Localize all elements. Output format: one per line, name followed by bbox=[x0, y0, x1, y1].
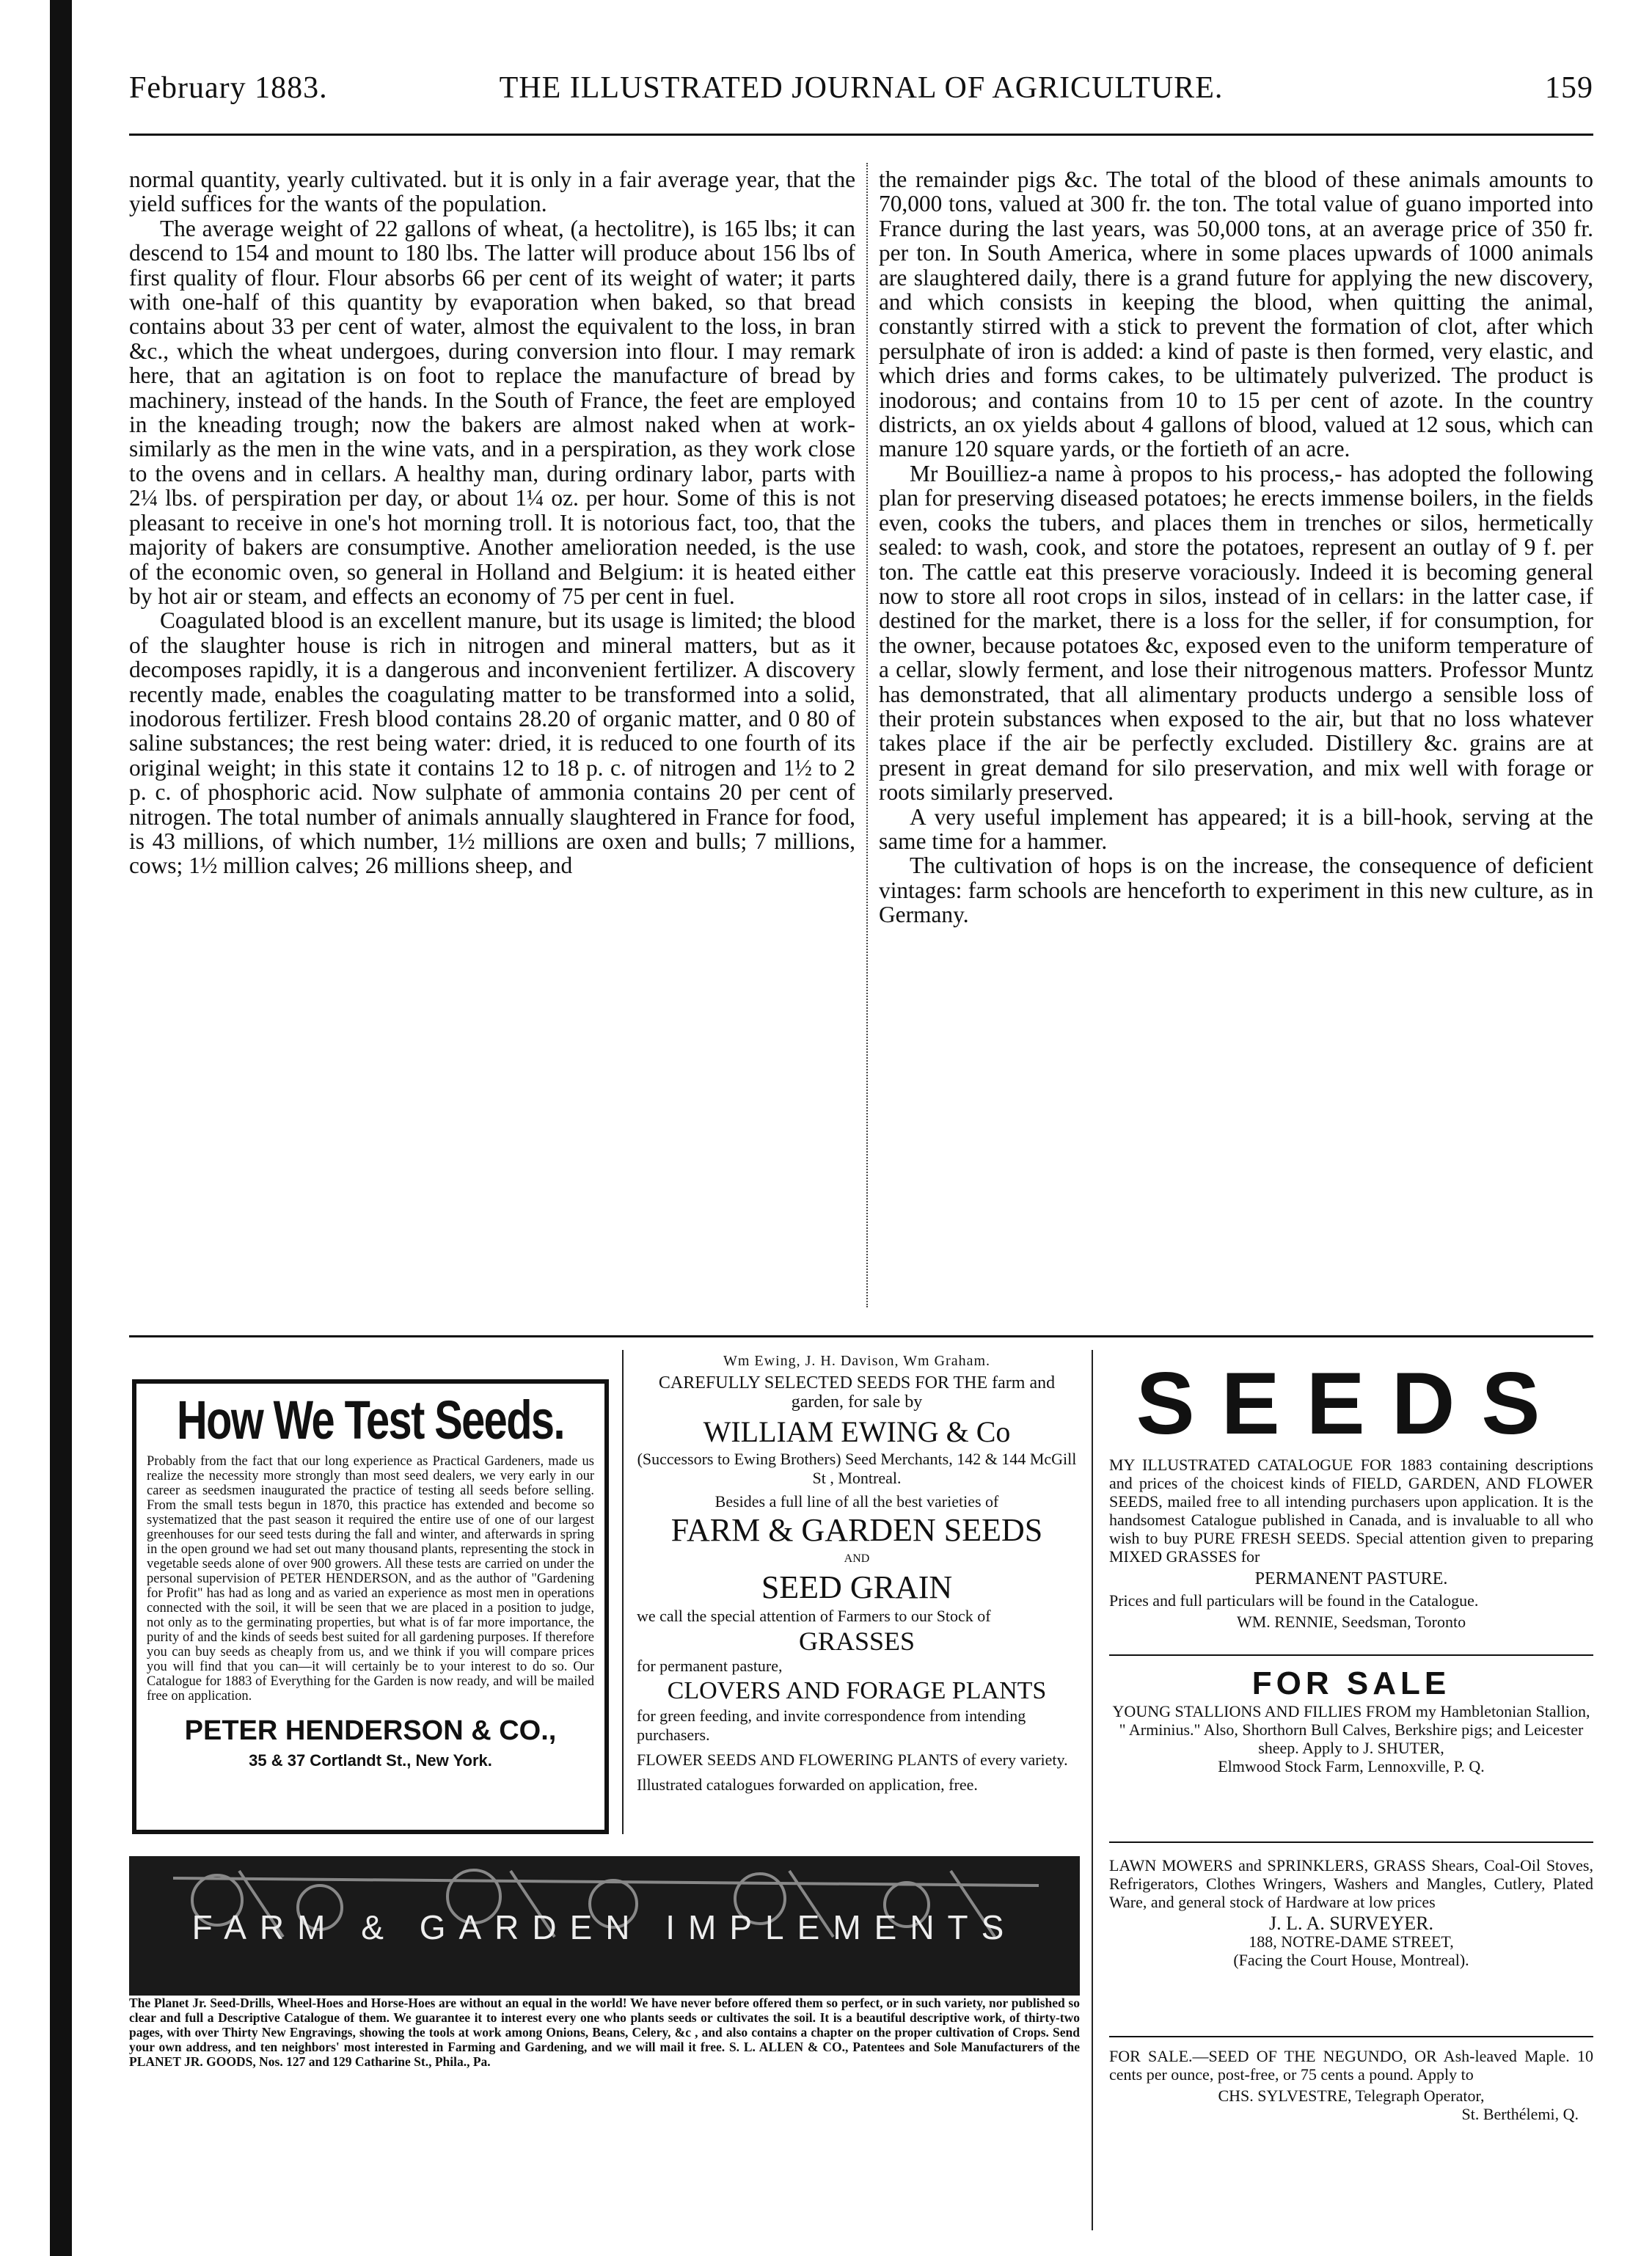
ad-body: YOUNG STALLIONS AND FILLIES FROM my Hambletonian Stallion, " Arminius." Also, Shorthorn Bull Calves, Berkshire pigs; and Leicester sheep. Apply to J. SHUTER, bbox=[1112, 1702, 1590, 1757]
banner-title: FARM & GARDEN IMPLEMENTS bbox=[191, 1908, 1017, 1946]
paragraph: normal quantity, yearly cultivated. but it is only in a fair average year, that the yield suffices for the wants of the population. bbox=[129, 167, 855, 217]
ad-name: CHS. SYLVESTRE, Telegraph Operator, bbox=[1218, 2087, 1485, 2105]
ad-sylvestre bbox=[1109, 2047, 1593, 2123]
ad-successors: (Successors to Ewing Brothers) Seed Merchants, 142 & 144 McGill St , Montreal. bbox=[637, 1450, 1077, 1487]
paragraph: the remainder pigs &c. The total of the blood of these animals amounts to 70,000 tons, valued at 300 fr. the ton. The total value of guano imported into France during the last years, was 50,000 tons, at an average price of 350 fr. per ton. In South America, where in some places upwards of 1000 animals are slaughtered daily, there is a grand future for applying the new discovery, and which consists in keeping the blood, when quitting the animal, constantly stirred with a stick to prevent the formation of clot, after which persulphate of iron is added: a kind of paste is then formed, very elastic, and which dries and forms cakes, to be ultimately pulverized. The product is inodorous; and contains from 10 to 15 per cent of azote. In the country districts, an ox yields about 4 gallons of blood, valued at 12 sous, which can manure 120 square yards, or the fortieth of an acre. bbox=[879, 167, 1593, 462]
ad-we-call: we call the special attention of Farmers to our Stock of bbox=[637, 1607, 991, 1625]
ad-rule bbox=[1109, 1841, 1593, 1843]
column-divider bbox=[866, 163, 869, 1307]
paragraph: The cultivation of hops is on the increase, the consequence of deficient vintages: farm schools are henceforth to experiment in this new culture, as in Germany. bbox=[879, 853, 1593, 928]
ad-title: SEEDS bbox=[1136, 1354, 1567, 1453]
ad-street: 188, NOTRE-DAME STREET, bbox=[1249, 1932, 1454, 1951]
ad-intro: CAREFULLY SELECTED SEEDS FOR THE farm and garden, for sale by bbox=[658, 1373, 1056, 1412]
ad-divider bbox=[622, 1350, 625, 1834]
ad-company-name: PETER HENDERSON & CO., bbox=[184, 1715, 557, 1746]
header-rule bbox=[129, 134, 1593, 136]
paragraph: The average weight of 22 gallons of wheat, (a hectolitre), is 165 lbs; it can descend to 154 and mount to 180 lbs. The latter will produce about 156 lbs of first quality of flour. Flour absorbs 66 per cent of its weight of water; it parts with one-half of this quantity by evaporation when baked, so that bread contains about 33 per cent of water, almost the equivalent to the loss, in bran &c., which the wheat undergoes, during conversion into flour. I may remark here, that an agitation is on foot to replace the manufacture of bread by machinery, instead of the hands. In the South of France, the feet are employed in the kneading trough; now the bakers are almost naked when at work- similarly as the men in the wine vats, and in a perspiration, as they work close to the ovens and in cellars. A healthy man, during ordinary labor, parts with 2¼ lbs. of perspiration per day, or about 1¼ oz. per hour. Some of this is not pleasant to receive in one's hot morning troll. It is notorious fact, too, that the majority of bakers are consumptive. Another amelioration needed, is the use of the economic oven, so general in Holland and Belgium: it is heated either by hot air or steam, and effects an economy of 75 per cent in fuel. bbox=[129, 215, 855, 609]
ad-place: St. Berthélemi, Q. bbox=[1461, 2105, 1579, 2123]
ad-besides: Besides a full line of all the best varieties of bbox=[714, 1492, 999, 1511]
page-number: 159 bbox=[1545, 71, 1593, 105]
ad-and: AND bbox=[844, 1552, 870, 1565]
ads-rule bbox=[129, 1335, 1593, 1337]
journal-title: THE ILLUSTRATED JOURNAL OF AGRICULTURE. bbox=[499, 71, 1224, 105]
ad-clovers: CLOVERS AND FORAGE PLANTS bbox=[667, 1677, 1047, 1704]
ad-ewing bbox=[637, 1351, 1077, 1795]
left-column bbox=[129, 167, 855, 878]
ad-allen-text: The Planet Jr. Seed-Drills, Wheel-Hoes and Horse-Hoes are without an equal in the world! We have never before offered them so perfect, or in such variety, nor published so clear and full a Descriptive Catalogue of them. We guarantee it to interest every one who plants seeds or cultivates the soil. It is a beautiful descriptive work, of thirty-two pages, with over Thirty New Engravings, showing the tools at work among Onions, Beans, Celery, &c , and also contains a chapter on the proper cultivation of Crops. Send your own address, and ten neighbors' most interested in Farming and Gardening, and we will mail it free. S. L. ALLEN & CO., Patentees and Sole Manufacturers of the PLANET JR. GOODS, Nos. 127 and 129 Catharine St., Phila., Pa. bbox=[129, 1996, 1080, 2069]
ad-rennie bbox=[1109, 1356, 1593, 1631]
ad-green: for green feeding, and invite correspondence from intending purchasers. bbox=[637, 1706, 1026, 1744]
ad-divider bbox=[1092, 1350, 1094, 2230]
ad-farm: Elmwood Stock Farm, Lennoxville, P. Q. bbox=[1218, 1757, 1485, 1775]
ad-pasture: PERMANENT PASTURE. bbox=[1254, 1569, 1448, 1588]
ad-rule bbox=[1109, 2036, 1593, 2037]
ad-shuter bbox=[1109, 1665, 1593, 1775]
ad-body: LAWN MOWERS and SPRINKLERS, GRASS Shears, Coal-Oil Stoves, Refrigerators, Clothes Wringers, Washers and Mangles, Cutlery, Plated Ware, and general stock of Hardware at low prices bbox=[1109, 1856, 1593, 1911]
ad-prices: Prices and full particulars will be found in the Catalogue. bbox=[1109, 1591, 1479, 1610]
ad-location: (Facing the Court House, Montreal). bbox=[1233, 1951, 1469, 1969]
ad-grasses: GRASSES bbox=[798, 1627, 915, 1656]
ad-body: MY ILLUSTRATED CATALOGUE FOR 1883 containing descriptions and prices of the choicest kinds of FIELD, GARDEN, AND FLOWER SEEDS, mailed free to all intending purchasers upon application. It is the handsomest Catalogue published in Canada, and is invaluable to all who wish to buy PURE FRESH SEEDS. Special attention given to preparing MIXED GRASSES for bbox=[1109, 1456, 1593, 1566]
paragraph: A very useful implement has appeared; it is a bill-hook, serving at the same time for a hammer. bbox=[879, 803, 1593, 854]
paragraph: Mr Bouilliez-a name à propos to his process,- has adopted the following plan for preserving diseased potatoes; he erects immense boilers, in the fields even, cooks the tubers, and places them in trenches or silos, hermetically sealed: to wash, cook, and store the potatoes, represent an outlay of 9 f. per ton. The cattle eat this preserve voraciously. Indeed it is becoming general now to store all root crops in silos, instead of in cellars: in the latter case, if destined for the market, there is a loss for the seller, if for consumption, for the owner, because potatoes &c, exposed even to the uniform temperature of a cellar, slowly ferment, and lose their nitrogenous matters. Professor Muntz has demonstrated, that all alimentary products undergo a sensible loss of their protein substances when exposed to the air, but that no loss whatever takes place if the air be perfectly excluded. Distillery &c. grains are at present in great demand for silo preservation, and mix well with forage or roots similarly preserved. bbox=[879, 460, 1593, 806]
binding-edge bbox=[50, 0, 72, 2256]
ad-rule bbox=[1109, 1654, 1593, 1656]
ad-henderson bbox=[132, 1379, 609, 1834]
ad-signature: WM. RENNIE, Seedsman, Toronto bbox=[1236, 1613, 1466, 1631]
ad-surveyer bbox=[1109, 1856, 1593, 1969]
right-column bbox=[879, 167, 1593, 927]
ad-catalogues: Illustrated catalogues forwarded on application, free. bbox=[637, 1775, 978, 1794]
ad-body: Probably from the fact that our long experience as Practical Gardeners, made us realize the necessity more strongly than most seed dealers, we very early in our career as seedsmen inaugurated the practice of testing all seeds before selling. From the small tests begun in 1870, this practice has extended and become so systematized that the past season it required the entire use of one of our largest greenhouses for our seed tests during the fall and winter, and afterwards in spring in the open ground we had set out many thousand plants, representing the stock in vegetable seeds alone of over 900 growers. All these tests are carried on under the personal supervision of PETER HENDERSON, and as the author of "Gardening for Profit" has had as long and as varied an experience as most men in operations connected with the soil, it will be seen that we are placed in a position to judge, not only as to the germinating properties, but what is of far more importance, the purity of and the kinds of seeds best suited for all gardening purposes. If therefore you can buy seeds as cheaply from us, and we think if you will compare prices you will find that you can—it will certainly be to your interest to do so. Our Catalogue for 1883 of Everything for the Garden is now ready, and will be mailed free on application. bbox=[147, 1454, 594, 1704]
ad-permanent: for permanent pasture, bbox=[637, 1657, 783, 1675]
ad-name: J. L. A. SURVEYER. bbox=[1269, 1913, 1433, 1934]
ad-address: 35 & 37 Cortlandt St., New York. bbox=[249, 1751, 492, 1770]
ad-body: FOR SALE.—SEED OF THE NEGUNDO, OR Ash-leaved Maple. 10 cents per ounce, post-free, or 75 cents a pound. Apply to bbox=[1109, 2047, 1593, 2084]
ad-title: How We Test Seeds. bbox=[177, 1390, 564, 1450]
running-header bbox=[129, 70, 1593, 114]
header-date: February 1883. bbox=[129, 71, 328, 105]
ad-allen-banner bbox=[129, 1856, 1080, 1996]
ad-title: FOR SALE bbox=[1251, 1665, 1451, 1701]
ad-flower: FLOWER SEEDS AND FLOWERING PLANTS of every variety. bbox=[637, 1751, 1068, 1769]
ad-partners: Wm Ewing, J. H. Davison, Wm Graham. bbox=[723, 1353, 991, 1369]
ad-firm-name: WILLIAM EWING & Co bbox=[703, 1415, 1011, 1448]
paragraph: Coagulated blood is an excellent manure, but its usage is limited; the blood of the slaughter house is rich in nitrogen and mineral matters, but as it decomposes rapidly, it is a dangerous and inconvenient fertilizer. A discovery recently made, enables the coagulating matter to be transformed into a solid, inodorous fertilizer. Fresh blood contains 28.20 of organic matter, and 0 80 of saline substances; the rest being water: dried, it is reduced to one fourth of its original weight; in this state it contains 12 to 18 p. c. of nitrogen and 1½ to 2 p. c. of phosphoric acid. Now sulphate of ammonia contains 20 per cent of nitrogen. The total number of animals annually slaughtered in France for food, is 43 millions, of which number, 1½ millions are oxen and bulls; 7 millions, cows; 1½ million calves; 26 millions sheep, and bbox=[129, 607, 855, 879]
ad-farm-garden: FARM & GARDEN SEEDS bbox=[670, 1512, 1043, 1548]
ad-seed-grain: SEED GRAIN bbox=[761, 1569, 953, 1605]
